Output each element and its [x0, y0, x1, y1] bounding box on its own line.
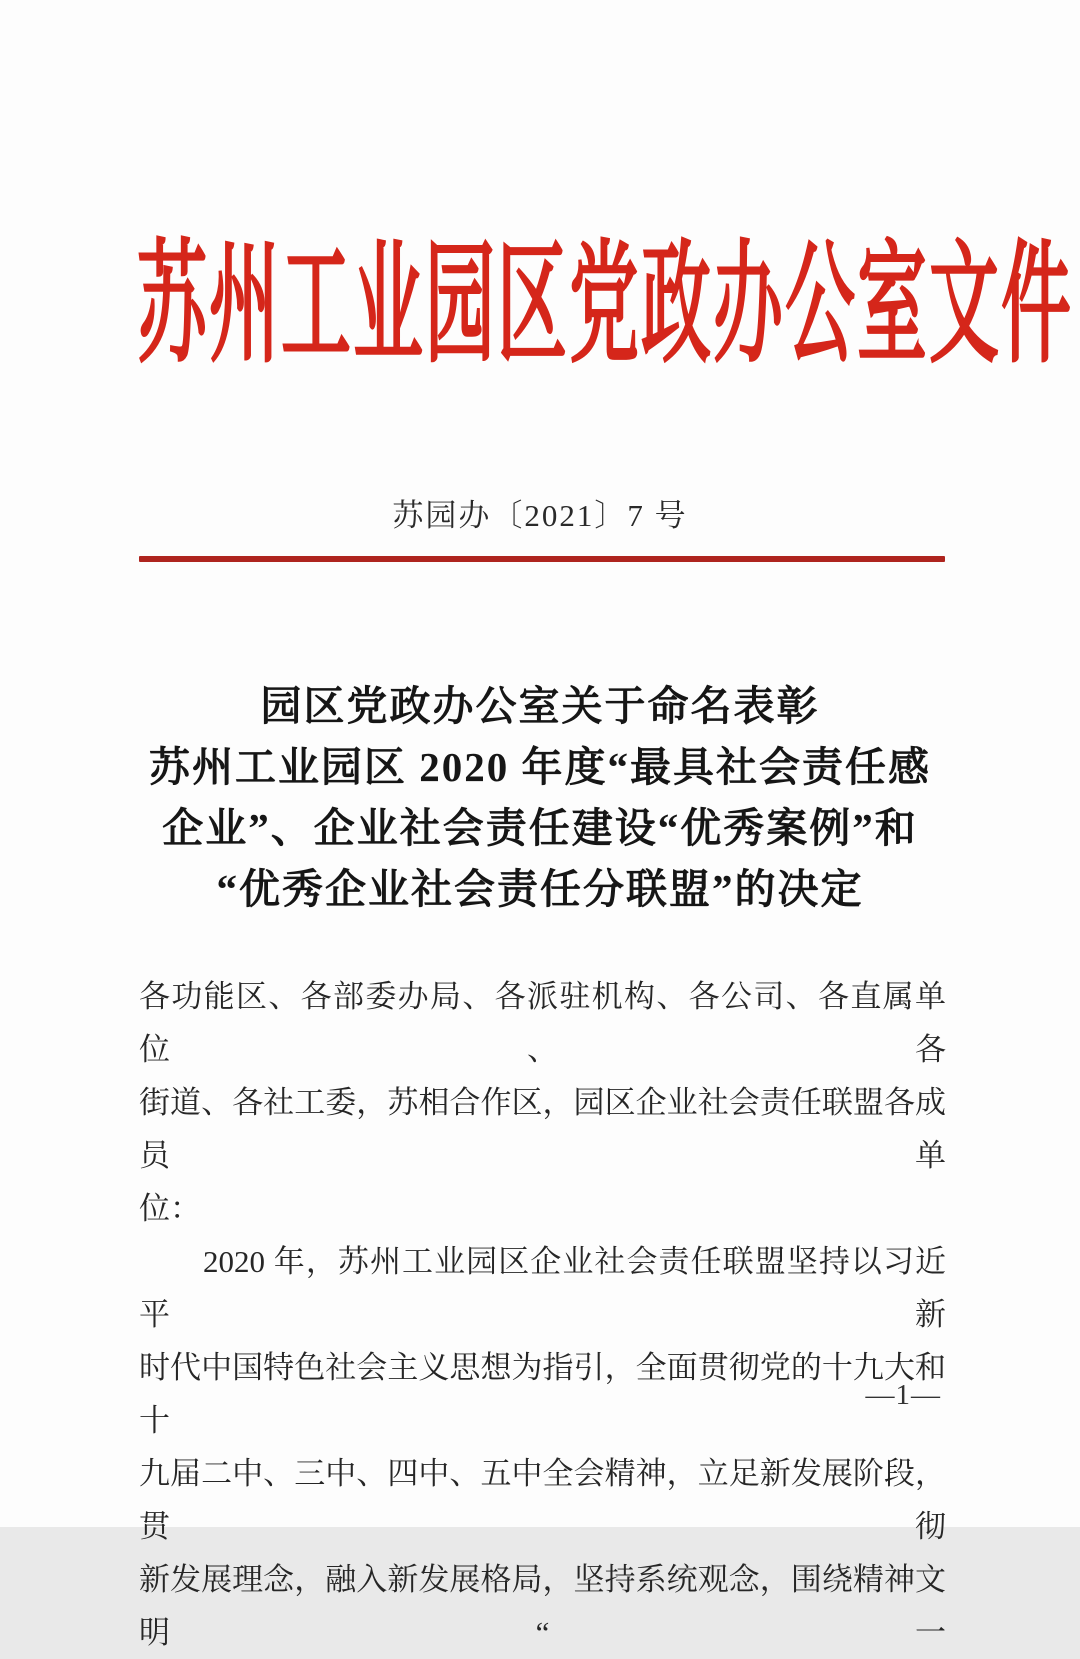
paragraph-line-4: 新发展理念，融入新发展格局，坚持系统观念，围绕精神文明“一	[139, 1562, 946, 1650]
paragraph-line-2: 时代中国特色社会主义思想为指引，全面贯彻党的十九大和十	[139, 1350, 946, 1438]
paragraph-line-3: 九届二中、三中、四中、五中全会精神，立足新发展阶段，贯彻	[139, 1456, 946, 1544]
document-body	[139, 970, 946, 1659]
salutation-line-2: 街道、各社工委，苏相合作区，园区企业社会责任联盟各成员单	[139, 1085, 946, 1173]
page-number: —1—	[865, 1379, 941, 1411]
paragraph-line-1: 2020 年，苏州工业园区企业社会责任联盟坚持以习近平新	[139, 1244, 946, 1332]
title-line-4: “优秀企业社会责任分联盟”的决定	[216, 866, 864, 912]
document-title	[105, 676, 975, 920]
title-line-1: 园区党政办公室关于命名表彰	[260, 683, 820, 729]
title-line-2: 苏州工业园区 2020 年度“最具社会责任感	[149, 744, 931, 790]
letterhead-title: 苏州工业园区党政办公室文件	[137, 234, 1073, 381]
salutation-line-1: 各功能区、各部委办局、各派驻机构、各公司、各直属单位、各	[139, 979, 946, 1067]
salutation-line-3: 位：	[139, 1191, 201, 1226]
title-line-3: 企业”、企业社会责任建设“优秀案例”和	[162, 805, 918, 851]
red-divider-line	[139, 556, 945, 562]
document-number: 苏园办〔2021〕7 号	[392, 498, 688, 533]
